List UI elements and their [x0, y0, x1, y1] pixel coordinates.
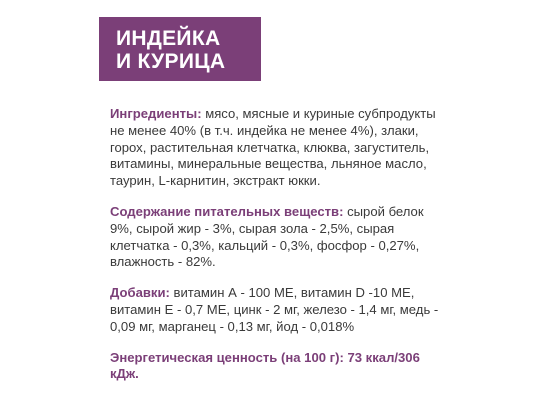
additives-section [110, 285, 440, 335]
product-title-line-2: И КУРИЦА [116, 50, 226, 73]
additives-text: витамин А - 100 МЕ, витамин D -10 МЕ, витамин Е - 0,7 МЕ, цинк - 2 мг, железо - 1,4 мг, медь - 0,09 мг, марганец - 0,13 мг, йод - 0,018% [110, 285, 439, 334]
ingredients-label: Ингредиенты: [110, 106, 202, 121]
ingredients-text: мясо, мясные и куриные субпродукты не менее 40% (в т.ч. индейка не менее 4%), злаки, горох, растительная клетчатка, клюква, загуститель, витамины, минеральные вещества, льняное масло, таурин, L-карнитин, экстракт юкки. [110, 106, 436, 189]
additives-label: Добавки: [110, 285, 170, 301]
additives-paragraph [110, 285, 440, 335]
energy-section [110, 350, 440, 384]
product-title-line-1: ИНДЕЙКА [116, 27, 221, 50]
nutrients-label: Содержание питательных веществ: [110, 203, 344, 219]
ingredients-paragraph [110, 106, 440, 190]
ingredients-section [110, 106, 440, 190]
nutrients-section [110, 204, 440, 271]
product-composition [110, 106, 440, 397]
nutrients-paragraph [110, 204, 440, 271]
product-title-banner [99, 17, 261, 81]
nutrients-text: сырой белок 9%, сырой жир - 3%, сырая зола - 2,5%, сырая клетчатка - 0,3%, кальций - 0,3%, фосфор - 0,27%, влажность - 82%. [110, 203, 424, 270]
energy-value: Энергетическая ценность (на 100 г): 73 ккал/306 кДж. [110, 349, 420, 382]
